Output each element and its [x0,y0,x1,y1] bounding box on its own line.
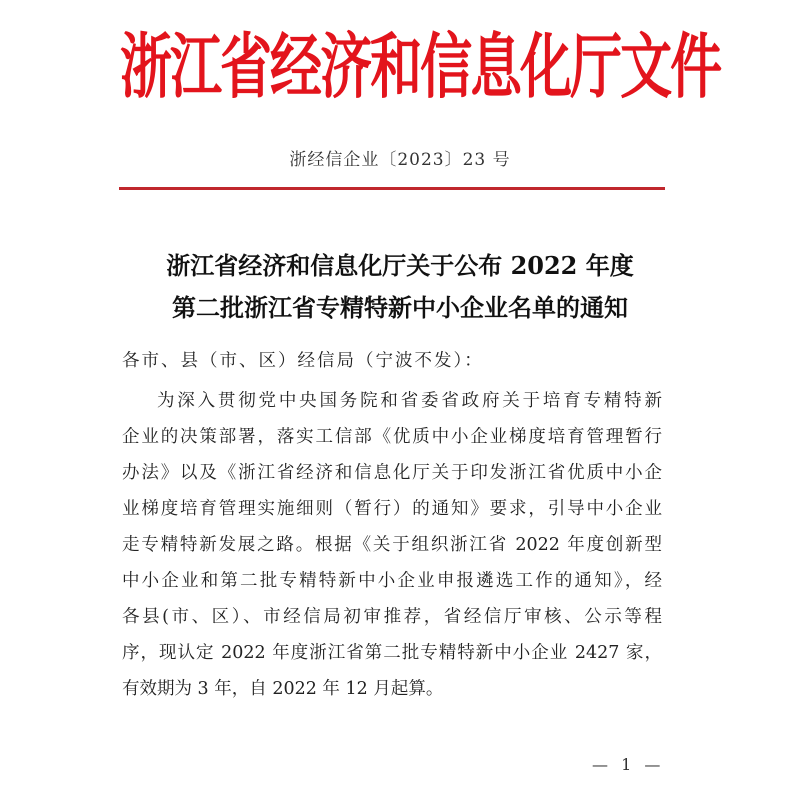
body-line: 中小企业和第二批专精特新中小企业申报遴选工作的通知》，经 [122,571,662,591]
masthead-char: 济 [320,26,371,109]
document-title-line-2: 第二批浙江省专精特新中小企业名单的通知 [172,293,628,322]
masthead-char: 江 [170,26,221,109]
masthead-char: 厅 [570,26,621,109]
masthead-char: 浙 [120,26,171,109]
body-line: 走专精特新发展之路。根据《关于组织浙江省 2022 年度创新型 [122,535,662,555]
masthead-char: 信 [420,26,471,109]
body-line: 有效期为 3 年，自 2022 年 12 月起算。 [122,679,444,699]
document-masthead [120,26,721,109]
masthead-char: 文 [620,26,671,109]
document-number: 浙经信企业〔2023〕23 号 [289,150,511,170]
masthead-char: 经 [270,26,321,109]
salutation: 各市、县（市、区）经信局（宁波不发）： [122,351,484,371]
body-line: 为深入贯彻党中央国务院和省委省政府关于培育专精特新 [157,391,662,411]
body-paragraph [122,383,662,707]
body-line: 序，现认定 2022 年度浙江省第二批专精特新中小企业 2427 家， [122,643,662,663]
masthead-char: 省 [220,26,271,109]
document-title-line-1: 浙江省经济和信息化厅关于公布 2022 年度 [166,251,634,280]
red-divider-rule [119,187,665,190]
masthead-char: 息 [470,26,521,109]
body-line: 企业的决策部署，落实工信部《优质中小企业梯度培育管理暂行 [122,427,662,447]
masthead-char: 件 [670,26,721,109]
page-number: — 1 — [592,755,665,774]
body-line: 各县(市、区）、市经信局初审推荐，省经信厅审核、公示等程 [122,607,662,627]
document-title [120,245,680,329]
masthead-char: 和 [370,26,421,109]
body-line: 业梯度培育管理实施细则（暂行）的通知》要求，引导中小企业 [122,499,662,519]
body-line: 办法》以及《浙江省经济和信息化厅关于印发浙江省优质中小企 [122,463,662,483]
masthead-char: 化 [520,26,571,109]
